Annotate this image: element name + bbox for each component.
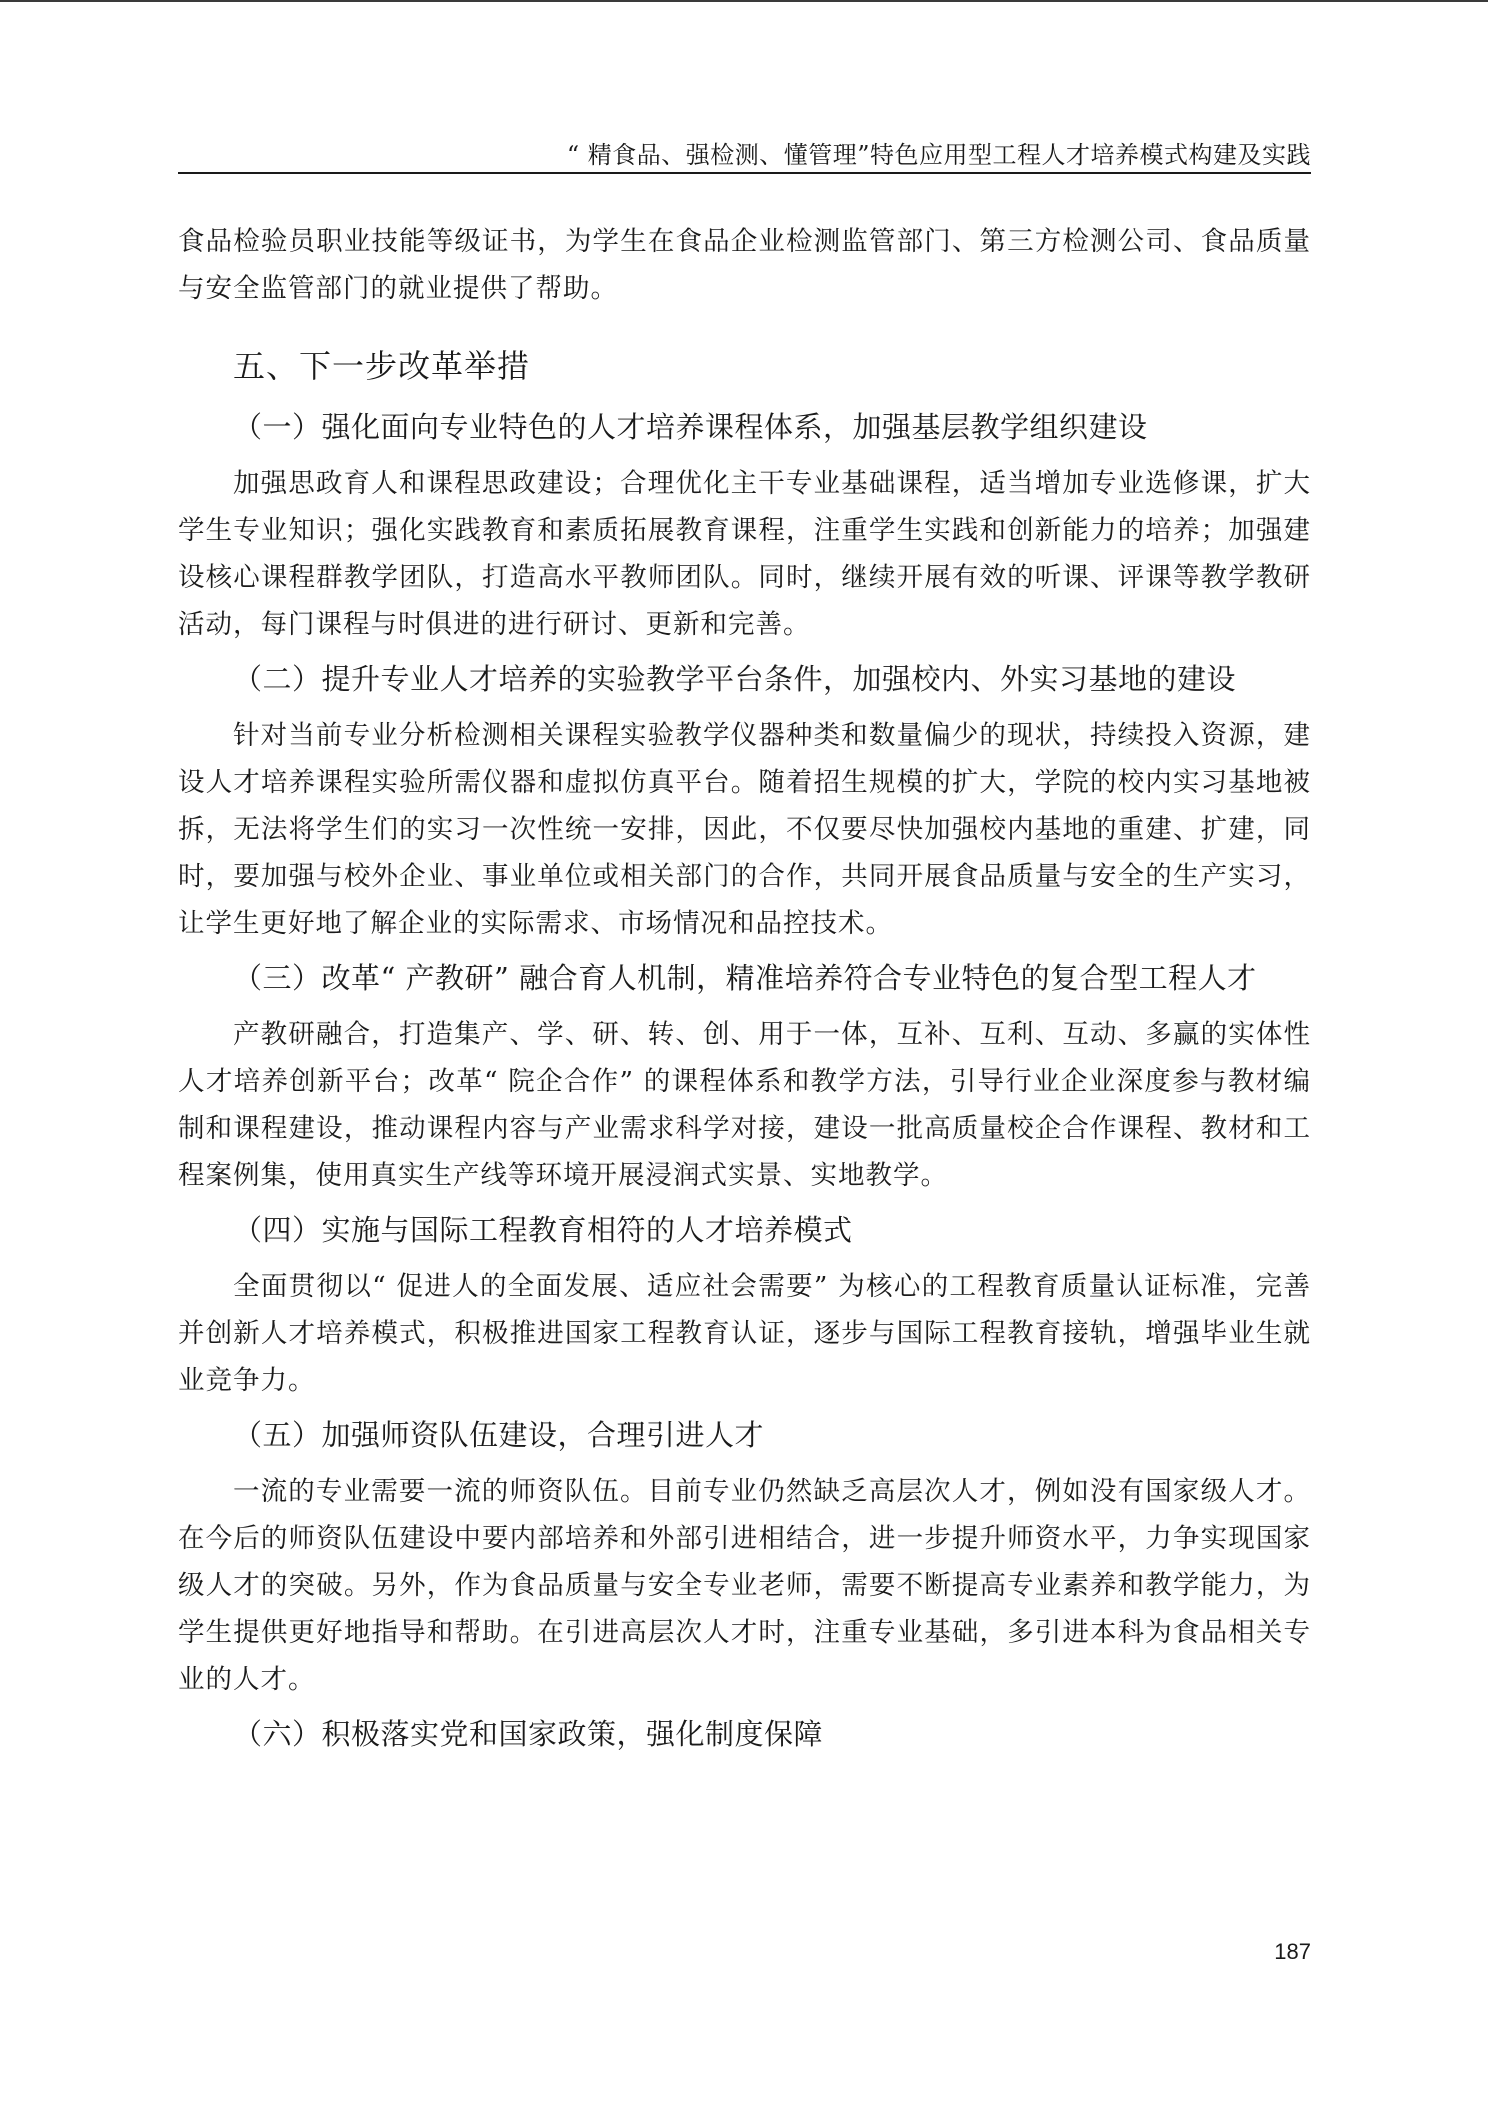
subsection-title-4: （四）实施与国际工程教育相符的人才培养模式 [233, 1213, 853, 1247]
subsection-body-1: 加强思政育人和课程思政建设；合理优化主干专业基础课程，适当增加专业选修课，扩大学生专业知识；强化实践教育和素质拓展教育课程，注重学生实践和创新能力的培养；加强建设核心课程群教学团队，打造高水平教师团队。同时，继续开展有效的听课、评课等教学教研活动，每门课程与时俱进的进行研讨、更新和完善。 [178, 468, 1311, 640]
subsection-title-1: （一）强化面向专业特色的人才培养课程体系，加强基层教学组织建设 [233, 410, 1148, 444]
subsection-body-4: 全面贯彻以“ 促进人的全面发展、适应社会需要” 为核心的工程教育质量认证标准，完善并创新人才培养模式，积极推进国家工程教育认证，逐步与国际工程教育接轨，增强毕业生就业竞争力。 [178, 1271, 1311, 1396]
subsection-body-2: 针对当前专业分析检测相关课程实验教学仪器种类和数量偏少的现状，持续投入资源，建设人才培养课程实验所需仪器和虚拟仿真平台。随着招生规模的扩大，学院的校内实习基地被拆，无法将学生们的实习一次性统一安排，因此，不仅要尽快加强校内基地的重建、扩建，同时，要加强与校外企业、事业单位或相关部门的合作，共同开展食品质量与安全的生产实习，让学生更好地了解企业的实际需求、市场情况和品控技术。 [178, 720, 1311, 939]
subsection-body-5: 一流的专业需要一流的师资队伍。目前专业仍然缺乏高层次人才，例如没有国家级人才。在今后的师资队伍建设中要内部培养和外部引进相结合，进一步提升师资水平，力争实现国家级人才的突破。另外，作为食品质量与安全专业老师，需要不断提高专业素养和教学能力，为学生提供更好地指导和帮助。在引进高层次人才时，注重专业基础，多引进本科为食品相关专业的人才。 [178, 1476, 1311, 1695]
subsection-title-2: （二）提升专业人才培养的实验教学平台条件，加强校内、外实习基地的建设 [233, 662, 1237, 696]
subsection-title-5: （五）加强师资队伍建设，合理引进人才 [233, 1418, 765, 1452]
continuation-paragraph: 食品检验员职业技能等级证书，为学生在食品企业检测监管部门、第三方检测公司、食品质量与安全监管部门的就业提供了帮助。 [178, 226, 1311, 304]
page-body [178, 218, 1311, 1767]
page-number: 187 [1274, 1939, 1311, 1964]
section-title: 五、下一步改革举措 [233, 347, 531, 385]
subsection-title-3: （三）改革“ 产教研” 融合育人机制，精准培养符合专业特色的复合型工程人才 [233, 961, 1257, 995]
subsection-title-6: （六）积极落实党和国家政策，强化制度保障 [233, 1717, 824, 1751]
subsection-body-3: 产教研融合，打造集产、学、研、转、创、用于一体，互补、互利、互动、多赢的实体性人才培养创新平台；改革“ 院企合作” 的课程体系和教学方法，引导行业企业深度参与教材编制和课程建设，推动课程内容与产业需求科学对接，建设一批高质量校企合作课程、教材和工程案例集，使用真实生产线等环境开展浸润式实景、实地教学。 [178, 1019, 1311, 1191]
page-top-edge [0, 0, 1488, 2]
header-rule [178, 172, 1311, 174]
running-header: “ 精食品、强检测、懂管理”特色应用型工程人才培养模式构建及实践 [566, 141, 1311, 169]
